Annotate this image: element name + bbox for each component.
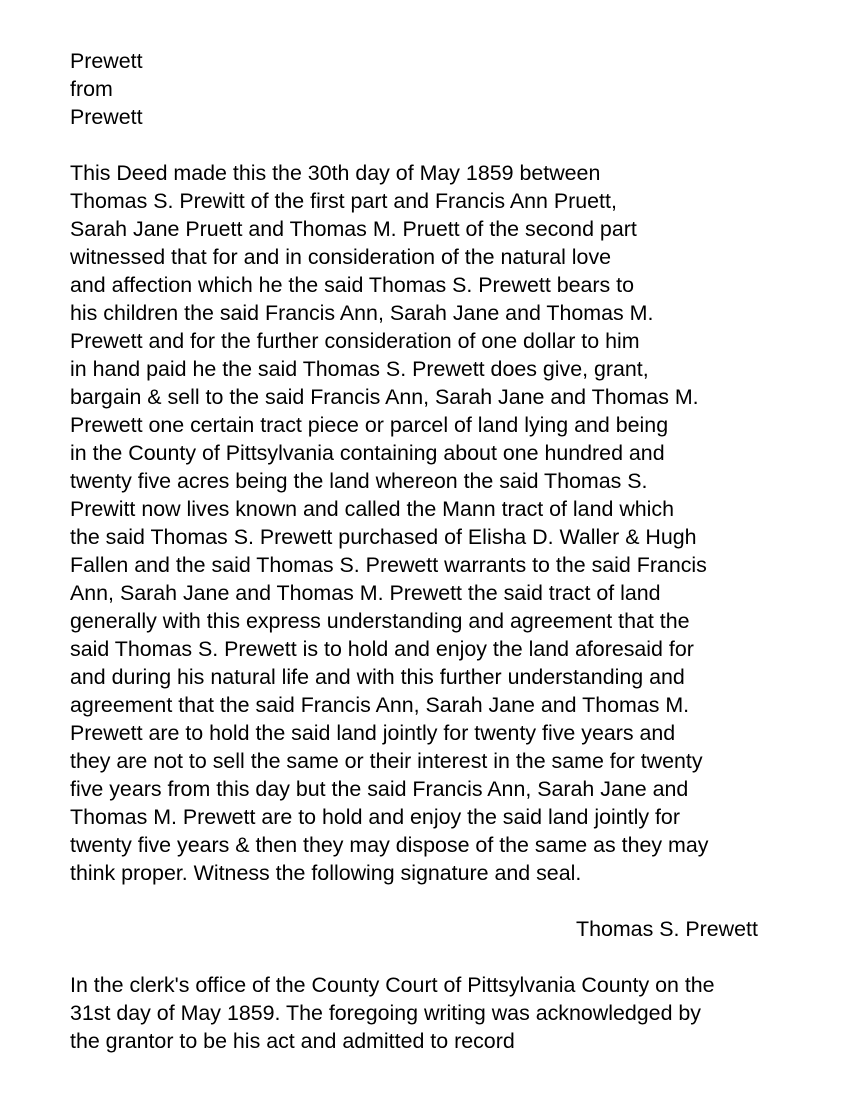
deed-line: in hand paid he the said Thomas S. Prewett does give, grant, bbox=[70, 357, 649, 381]
deed-line: twenty five years & then they may dispose of the same as they may bbox=[70, 833, 709, 857]
deed-line: witnessed that for and in consideration of the natural love bbox=[70, 245, 612, 269]
deed-line: bargain & sell to the said Francis Ann, Sarah Jane and Thomas M. bbox=[70, 385, 699, 409]
deed-line: they are not to sell the same or their interest in the same for twenty bbox=[70, 749, 703, 773]
deed-line: Ann, Sarah Jane and Thomas M. Prewett the said tract of land bbox=[70, 581, 661, 605]
deed-line: in the County of Pittsylvania containing about one hundred and bbox=[70, 441, 665, 465]
signature-name: Thomas S. Prewett bbox=[576, 917, 758, 941]
deed-line: Prewitt now lives known and called the Mann tract of land which bbox=[70, 497, 675, 521]
deed-line: This Deed made this the 30th day of May 1859 between bbox=[70, 161, 601, 185]
heading-line: from bbox=[70, 77, 113, 101]
deed-line: Thomas M. Prewett are to hold and enjoy the said land jointly for bbox=[70, 805, 680, 829]
deed-line: Prewett one certain tract piece or parcel of land lying and being bbox=[70, 413, 669, 437]
deed-line: Prewett and for the further consideration of one dollar to him bbox=[70, 329, 640, 353]
deed-line: Sarah Jane Pruett and Thomas M. Pruett of the second part bbox=[70, 217, 637, 241]
heading-line: Prewett bbox=[70, 105, 143, 129]
deed-line: Prewett are to hold the said land jointly for twenty five years and bbox=[70, 721, 676, 745]
deed-line: Fallen and the said Thomas S. Prewett warrants to the said Francis bbox=[70, 553, 707, 577]
heading-line: Prewett bbox=[70, 49, 143, 73]
deed-line: and affection which he the said Thomas S. Prewett bears to bbox=[70, 273, 635, 297]
deed-line: Thomas S. Prewitt of the first part and Francis Ann Pruett, bbox=[70, 189, 617, 213]
clerk-line: the grantor to be his act and admitted to record bbox=[70, 1029, 515, 1053]
deed-line: the said Thomas S. Prewett purchased of Elisha D. Waller & Hugh bbox=[70, 525, 697, 549]
clerk-line: In the clerk's office of the County Court of Pittsylvania County on the bbox=[70, 973, 715, 997]
deed-line: think proper. Witness the following signature and seal. bbox=[70, 861, 582, 885]
clerk-line: 31st day of May 1859. The foregoing writing was acknowledged by bbox=[70, 1001, 702, 1025]
deed-line: five years from this day but the said Francis Ann, Sarah Jane and bbox=[70, 777, 689, 801]
deed-line: agreement that the said Francis Ann, Sarah Jane and Thomas M. bbox=[70, 693, 690, 717]
deed-line: twenty five acres being the land whereon the said Thomas S. bbox=[70, 469, 648, 493]
deed-line: generally with this express understanding and agreement that the bbox=[70, 609, 690, 633]
deed-line: his children the said Francis Ann, Sarah Jane and Thomas M. bbox=[70, 301, 654, 325]
deed-line: and during his natural life and with this further understanding and bbox=[70, 665, 685, 689]
deed-line: said Thomas S. Prewett is to hold and enjoy the land aforesaid for bbox=[70, 637, 694, 661]
